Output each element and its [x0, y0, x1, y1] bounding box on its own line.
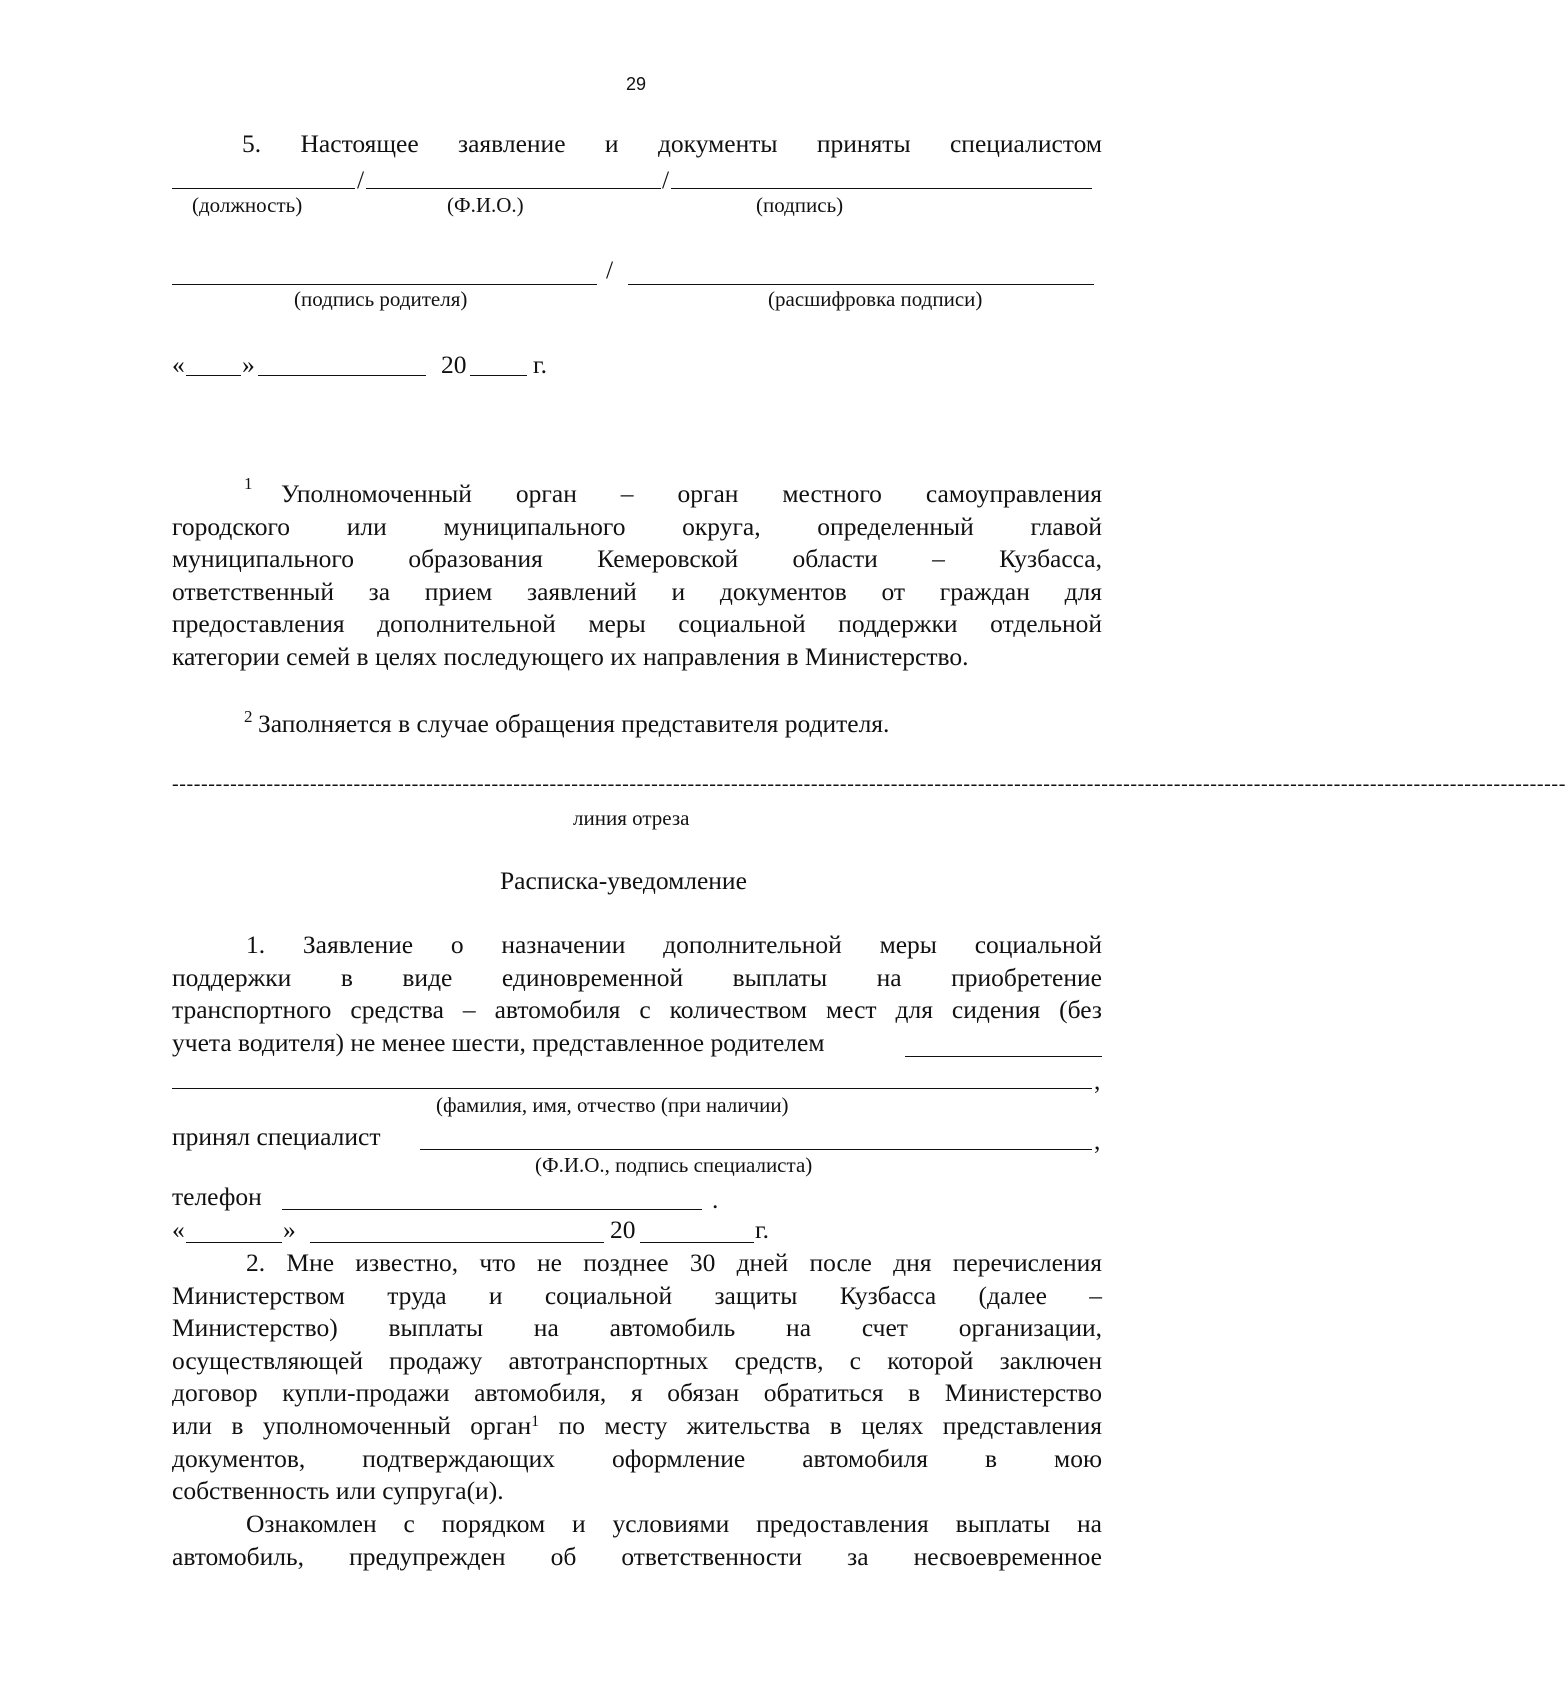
word: специалистом	[949, 129, 1103, 158]
year-suffix: г.	[533, 350, 547, 379]
parent-signature-blank[interactable]	[172, 284, 597, 285]
year-blank[interactable]	[470, 375, 527, 376]
footnote2-marker: 2	[244, 707, 253, 726]
word: и	[604, 129, 619, 158]
word: приняты	[816, 129, 911, 158]
receipt-p1-line: поддержки в виде единовременной выплаты на приобретение	[172, 962, 1102, 992]
parent-fullname-blank[interactable]	[172, 1088, 1092, 1089]
cut-line-dashes: ------------------------------------------------------------------------------------------------------------------------------------------------------------------------------------------------	[172, 773, 1566, 795]
receipt-title: Расписка-уведомление	[500, 866, 747, 895]
footnote1-marker: 1	[244, 474, 253, 493]
label-signature: (подпись)	[756, 193, 844, 217]
receipt-p1-last: учета водителя) не менее шести, представленное родителем	[172, 1028, 825, 1057]
section5-text	[242, 128, 1102, 161]
day-blank[interactable]	[186, 1242, 282, 1243]
receipt-p2-line: Министерством труда и социальной защиты Кузбасса (далее –	[172, 1280, 1102, 1310]
signature-decode-blank[interactable]	[628, 284, 1094, 285]
receipt-p1-line: транспортного средства – автомобиля с количеством мест для сидения (без	[172, 995, 1102, 1025]
month-blank[interactable]	[310, 1242, 604, 1243]
receipt-p2-line: документов, подтверждающих оформление автомобиля в мою	[172, 1443, 1102, 1473]
receipt-p1-line: 1. Заявление о назначении дополнительной меры социальной	[246, 930, 1102, 959]
word: документы	[657, 129, 778, 158]
phone-blank[interactable]	[282, 1209, 702, 1210]
label-parent-signature: (подпись родителя)	[294, 287, 468, 311]
footnote1-line: ответственный за прием заявлений и документов от граждан для	[172, 576, 1102, 606]
receipt-p3-line: автомобиль, предупрежден об ответственности за несвоевременное	[172, 1541, 1102, 1571]
receipt-p2-last: собственность или супруга(и).	[172, 1476, 504, 1505]
parent-name-blank[interactable]	[905, 1056, 1102, 1057]
label-position: (должность)	[192, 193, 303, 217]
footnote1-line: Уполномоченный орган – орган местного самоуправления	[281, 479, 1102, 508]
slash: /	[606, 255, 614, 284]
fio-blank[interactable]	[366, 188, 661, 189]
month-blank[interactable]	[258, 375, 426, 376]
receipt-p3-line: Ознакомлен с порядком и условиями предоставления выплаты на	[246, 1509, 1102, 1538]
day-blank[interactable]	[186, 375, 241, 376]
date-close-quote: »	[283, 1215, 296, 1244]
position-blank[interactable]	[172, 188, 355, 189]
year-blank[interactable]	[640, 1242, 754, 1243]
footnote-ref: 1	[531, 1413, 540, 1430]
year-prefix: 20	[441, 350, 467, 379]
label-signature-decode: (расшифровка подписи)	[768, 287, 983, 311]
item-number: 5.	[242, 129, 262, 158]
footnote2-text: Заполняется в случае обращения представителя родителя.	[258, 709, 890, 738]
word: заявление	[458, 129, 566, 158]
year-prefix: 20	[610, 1215, 636, 1244]
label-specialist: (Ф.И.О., подпись специалиста)	[535, 1153, 813, 1177]
footnote1-line: муниципального образования Кемеровской области – Кузбасса,	[172, 544, 1102, 574]
label-fio: (Ф.И.О.)	[447, 193, 524, 217]
date-close-quote: »	[242, 350, 255, 379]
word: Настоящее	[300, 129, 419, 158]
receipt-p2-line: 2. Мне известно, что не позднее 30 дней после дня перечисления	[246, 1248, 1102, 1277]
footnote1-line: городского или муниципального округа, определенный главой	[172, 511, 1102, 541]
slash: /	[662, 165, 670, 194]
signature-blank[interactable]	[671, 188, 1092, 189]
footnote1-line: предоставления дополнительной меры социальной поддержки отдельной	[172, 609, 1102, 639]
year-suffix: г.	[755, 1215, 769, 1244]
date-open-quote: «	[172, 1215, 185, 1244]
phone-label: телефон	[172, 1182, 262, 1211]
label-fullname: (фамилия, имя, отчество (при наличии)	[436, 1093, 789, 1117]
date-open-quote: «	[172, 350, 185, 379]
specialist-blank[interactable]	[420, 1149, 1092, 1150]
comma: ,	[1094, 1066, 1101, 1095]
phone-dot: .	[712, 1185, 719, 1214]
receipt-p2-line: или в уполномоченный орган$^1$ по месту жительства в целях представления	[172, 1411, 1103, 1440]
accepted-by-label: принял специалист	[172, 1122, 381, 1151]
comma: ,	[1094, 1126, 1101, 1155]
receipt-p2-line: договор купли-продажи автомобиля, я обязан обратиться в Министерство	[172, 1378, 1102, 1408]
cut-line-label: линия отреза	[573, 806, 690, 830]
footnote1-last-line: категории семей в целях последующего их направления в Министерство.	[172, 642, 969, 671]
receipt-p2-line: осуществляющей продажу автотранспортных средств, с которой заключен	[172, 1345, 1102, 1375]
receipt-p2-line: Министерство) выплаты на автомобиль на счет организации,	[172, 1313, 1102, 1343]
slash: /	[357, 165, 365, 194]
page-number: 29	[626, 74, 647, 94]
